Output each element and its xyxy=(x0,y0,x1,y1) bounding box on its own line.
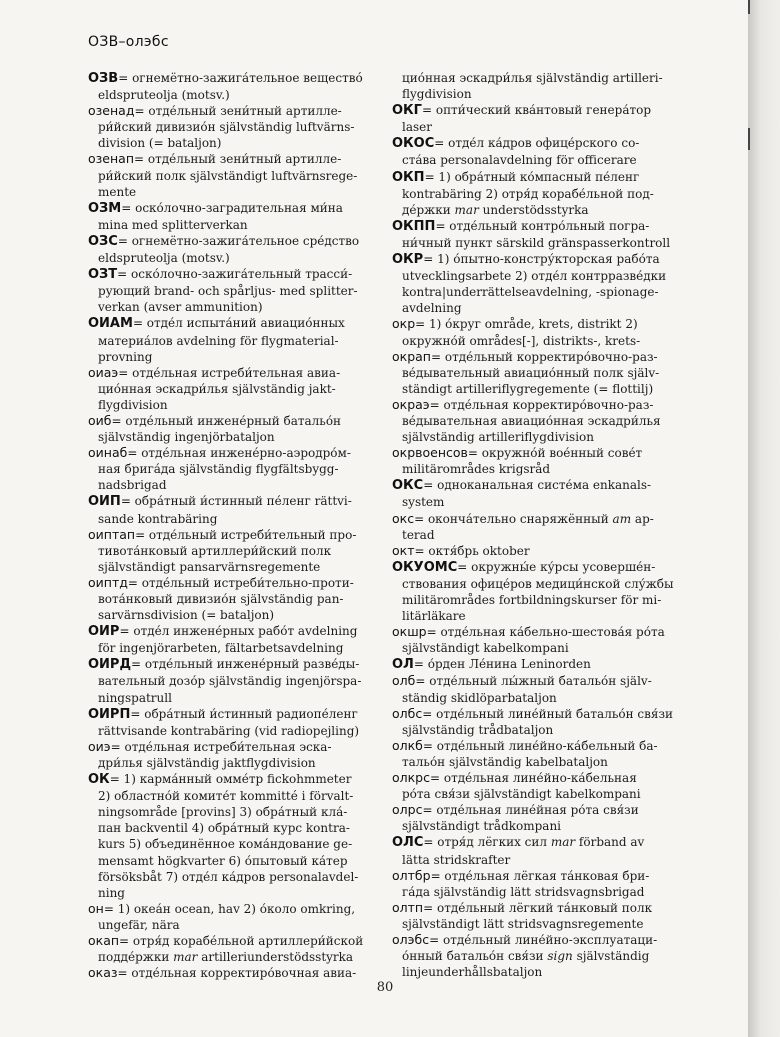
entry-line: ОК= 1) карма́нный омме́тр fickohmmeter xyxy=(88,772,352,788)
entry-headword: олкб xyxy=(392,737,423,753)
entry-line: ОКПП= отде́льный контро́льный погра- xyxy=(392,218,650,234)
entry-headword: окап xyxy=(88,932,120,948)
entry-line: försöksbåt 7) отде́л ка́дров personalavdel- xyxy=(98,869,359,884)
entry-line: ОИРП= обра́тный и́стинный радиопе́ленг xyxy=(88,706,358,722)
entry-headword: ОК xyxy=(88,772,110,788)
entry-line: rättvisande kontrabäring (vid radiopejling) xyxy=(98,723,360,738)
entry-line: terad xyxy=(402,527,435,542)
entry-headword: ОКОС xyxy=(392,136,435,152)
entry-line: олэбс= отде́льный лине́йно-эксплуатаци- xyxy=(392,931,658,947)
entry-line: он= 1) океа́н ocean, hav 2) о́коло omkring, xyxy=(88,900,356,916)
entry-line: ве́дывательная авиацио́нная эскадри́лья xyxy=(402,413,661,428)
dictionary-entry xyxy=(88,315,370,364)
entry-headword: ОЛС xyxy=(392,835,424,851)
entry-line: ОЗТ= оско́лочно-зажига́тельный трасси́- xyxy=(88,267,353,283)
entry-headword: ОКПП xyxy=(392,218,436,234)
entry-line: ри́йский полк självständigt luftvärnsrege- xyxy=(98,168,358,183)
entry-line: оказ= отде́льная корректиро́вочная авиа- xyxy=(88,965,357,981)
entry-line: ри́йский дивизио́н självständig luftvärns- xyxy=(98,120,355,135)
dictionary-entry xyxy=(392,706,682,738)
dictionary-entry xyxy=(88,445,370,493)
entry-line: окшр= отде́льная ка́бельно-шестова́я ро́та xyxy=(392,624,665,640)
dictionary-entry xyxy=(392,673,682,705)
entry-line: ständig skidlöparbataljon xyxy=(402,690,557,705)
entry-headword: олэбс xyxy=(392,931,430,947)
entry-line: självständig artilleriflygdivision xyxy=(402,430,594,445)
entry-headword: ОЗТ xyxy=(88,267,118,283)
entry-line: ная брига́да självständig flygfältsbygg- xyxy=(98,462,339,477)
dictionary-entry xyxy=(392,102,682,135)
entry-headword: озенап xyxy=(88,151,134,167)
entry-line: вота́нковый дивизио́н självständig pan- xyxy=(98,592,344,606)
entry-line: пан backventil 4) обра́тный курс kontra- xyxy=(98,821,350,836)
entry-line: ни́чный пункт särskild gränspasserkontroll xyxy=(402,235,671,250)
entry-line: avdelning xyxy=(402,301,462,316)
dictionary-entry xyxy=(88,706,370,739)
entry-line: олтбр= отде́льная лёгкая та́нковая бри- xyxy=(392,867,650,883)
entry-line: ОИР= отде́л инжене́рных рабо́т avdelning xyxy=(88,624,358,640)
dictionary-entry xyxy=(88,413,370,445)
entry-line: олб= отде́льный лы́жный батальо́н själv- xyxy=(392,673,652,689)
dictionary-entry xyxy=(88,266,370,315)
entry-line: озенад= отде́льный зени́тный артилле- xyxy=(88,103,342,119)
entry-line: för ingenjörarbeten, fältarbetsavdelning xyxy=(98,641,344,656)
entry-line: цио́нная эскадри́лья självständig jakt- xyxy=(98,381,336,396)
entry-headword: ОЗС xyxy=(88,233,118,249)
entry-line: ОЛС= отря́д лёгких сил mar förband av xyxy=(392,835,645,851)
entry-line: kurs 5) объединённое кома́ндование ge- xyxy=(98,837,353,852)
dictionary-entry xyxy=(392,70,682,102)
entry-line: оинаб= отде́льная инжене́рно-аэродро́м- xyxy=(88,445,351,461)
entry-line: ОЗМ= оско́лочно-заградительная ми́на xyxy=(88,200,343,216)
entry-headword: окр xyxy=(392,316,416,332)
entry-headword: окрвоенсов xyxy=(392,445,468,461)
entry-line: kontrabäring 2) отря́д корабе́льной под- xyxy=(402,186,654,201)
entry-line: тальо́н självständig kabelbataljon xyxy=(402,754,608,769)
next-page-edge xyxy=(748,0,780,1037)
page-number: 80 xyxy=(376,980,394,995)
dictionary-entry xyxy=(88,623,370,656)
entry-line: ОИАМ= отде́л испыта́ний авиацио́нных xyxy=(88,316,345,332)
entry-line: nadsbrigad xyxy=(98,478,167,493)
entry-line: ОЗВ= огнемётно-зажига́тельное веществó xyxy=(88,71,363,86)
dictionary-entry xyxy=(392,169,682,218)
entry-line: озенап= отде́льный зени́тный артилле- xyxy=(88,151,342,167)
dictionary-entry xyxy=(392,770,682,802)
entry-line: flygdivision xyxy=(402,87,472,102)
dictionary-entry xyxy=(88,70,370,103)
entry-line: окт= октя́брь oktober xyxy=(392,542,530,558)
entry-line: självständig ingenjörbataljon xyxy=(98,430,275,445)
entry-headword: ОКП xyxy=(392,169,425,185)
right-column xyxy=(392,70,682,980)
entry-headword: оиэ xyxy=(88,738,111,754)
entry-line: тивота́нковый артиллери́йский полк xyxy=(98,543,332,558)
entry-line: sarvärnsdivision (= bataljon) xyxy=(98,608,275,623)
entry-headword: ОКР xyxy=(392,252,424,268)
entry-line: ОИП= обра́тный и́стинный пе́ленг rättvi- xyxy=(88,494,352,510)
dictionary-entry xyxy=(392,802,682,834)
entry-line: о́нный батальо́н свя́зи sign självständig xyxy=(402,949,650,964)
entry-line: окс= оконча́тельно снаряжённый am ap- xyxy=(392,510,654,526)
dictionary-entry xyxy=(392,511,682,543)
entry-headword: олбс xyxy=(392,705,423,721)
entry-line: linjeunderhållsbataljon xyxy=(402,965,543,980)
entry-headword: он xyxy=(88,900,104,916)
dictionary-entry xyxy=(392,477,682,510)
entry-line: окр= 1) о́круг område, krets, distrikt 2) xyxy=(392,316,638,332)
entry-line: laser xyxy=(402,120,432,135)
entry-line: ста́ва personalavdelning för officerare xyxy=(402,153,637,168)
entry-line: га́да självständig lätt stridsvagnsbrigad xyxy=(402,884,645,899)
entry-headword: олб xyxy=(392,673,416,689)
entry-line: utvecklingsarbete 2) отде́л контрразве́дки xyxy=(402,269,667,284)
entry-line: mensamt högkvarter 6) о́пытовый ка́тер xyxy=(98,853,348,868)
dictionary-entry xyxy=(88,365,370,413)
dictionary-entry xyxy=(392,656,682,673)
entry-headword: олкрс xyxy=(392,770,430,786)
entry-headword: оиптап xyxy=(88,526,136,542)
edge-mark xyxy=(748,0,750,14)
dictionary-entry xyxy=(88,151,370,199)
entry-headword: олтбр xyxy=(392,867,431,883)
entry-line: flygdivision xyxy=(98,397,168,412)
entry-line: ОКУОМС= окружны́е ку́рсы усоверше́н- xyxy=(392,559,656,575)
dictionary-entry xyxy=(392,251,682,316)
dictionary-entry xyxy=(88,933,370,965)
entry-headword: оказ xyxy=(88,965,118,981)
entry-line: mina med splitterverkan xyxy=(98,217,248,232)
dictionary-entry xyxy=(392,349,682,397)
dictionary-entry xyxy=(392,135,682,168)
dictionary-entry xyxy=(392,559,682,624)
entry-headword: оиптд xyxy=(88,574,128,590)
entry-line: självständigt pansarvärnsregemente xyxy=(98,559,321,574)
left-column xyxy=(88,70,370,981)
entry-headword: окс xyxy=(392,510,415,526)
entry-line: подде́ржки mar artilleriunderstödsstyrka xyxy=(98,950,354,965)
entry-line: олкб= отде́льный лине́йно-ка́бельный ба- xyxy=(392,737,658,753)
entry-line: ОКГ= опти́ческий ква́нтовый генера́тор xyxy=(392,103,652,119)
dictionary-entry xyxy=(392,624,682,656)
entry-line: eldspruteolja (motsv.) xyxy=(98,251,230,266)
dictionary-entry xyxy=(392,932,682,980)
dictionary-entry xyxy=(88,739,370,771)
entry-line: självständigt trådkompani xyxy=(402,819,562,834)
entry-line: оиптап= отде́льный истреби́тельный про- xyxy=(88,526,357,542)
entry-line: litärläkare xyxy=(402,609,466,624)
dictionary-entry xyxy=(88,103,370,151)
running-header: ОЗВ–олэбс xyxy=(88,34,169,50)
entry-line: олрс= отде́льная лине́йная ро́та свя́зи xyxy=(392,802,639,818)
entry-line: оиптд= отде́льный истреби́тельно-проти- xyxy=(88,574,354,590)
entry-line: ОЗС= огнемётно-зажига́тельное сре́дство xyxy=(88,233,360,249)
dictionary-entry xyxy=(88,575,370,623)
entry-line: цио́нная эскадри́лья självständig artilleri- xyxy=(402,71,663,85)
entry-line: verkan (avser ammunition) xyxy=(98,300,263,315)
entry-line: division (= bataljon) xyxy=(98,136,222,151)
dictionary-entry xyxy=(392,316,682,348)
entry-headword: оиб xyxy=(88,412,112,428)
entry-line: ве́дывательный авиацио́нный полк själv- xyxy=(402,365,660,380)
entry-line: окружно́й områdes[-], distrikts-, krets- xyxy=(402,333,641,348)
entry-line: självständig trådbataljon xyxy=(402,722,554,737)
entry-headword: ОКУОМС xyxy=(392,559,458,575)
entry-headword: озенад xyxy=(88,103,135,119)
entry-headword: ОИП xyxy=(88,494,121,510)
entry-line: дри́лья självständig jaktflygdivision xyxy=(98,755,316,770)
entry-line: ОКС= одноканальная систе́ма enkanals- xyxy=(392,478,652,494)
entry-headword: окраэ xyxy=(392,396,430,412)
entry-line: рующий brand- och spårljus- med splitter- xyxy=(98,284,358,299)
entry-headword: ОИРД xyxy=(88,657,132,673)
entry-line: självständigt kabelkompani xyxy=(402,641,569,656)
entry-line: ning xyxy=(98,885,125,900)
dictionary-entry xyxy=(392,218,682,251)
entry-line: mente xyxy=(98,184,137,199)
entry-line: kontra|underrättelseavdelning, -spionage- xyxy=(402,285,659,300)
dictionary-entry xyxy=(392,445,682,477)
entry-line: ungefär, nära xyxy=(98,917,180,932)
entry-line: system xyxy=(402,495,445,510)
entry-line: оиаэ= отде́льная истреби́тельная авиа- xyxy=(88,364,341,380)
entry-line: ОИРД= отде́льный инжене́рный разве́ды- xyxy=(88,657,360,673)
entry-headword: окрап xyxy=(392,348,431,364)
entry-line: sande kontrabäring xyxy=(98,511,218,526)
dictionary-entry xyxy=(88,965,370,981)
entry-headword: ОИАМ xyxy=(88,316,133,332)
entry-line: ОКР= 1) о́пытно-констру́кторская рабо́та xyxy=(392,252,660,268)
entry-line: ständigt artilleriflygregemente (= flottilj) xyxy=(402,381,654,396)
dictionary-entry xyxy=(392,397,682,445)
entry-line: вательный дозо́р självständig ingenjörspa- xyxy=(98,674,362,689)
entry-headword: окшр xyxy=(392,624,427,640)
entry-headword: ОЗМ xyxy=(88,200,122,216)
entry-line: олкрс= отде́льная лине́йно-ка́бельная xyxy=(392,770,637,786)
entry-line: окраэ= отде́льная корректиро́вочно-раз- xyxy=(392,396,654,412)
entry-line: eldspruteolja (motsv.) xyxy=(98,88,230,103)
entry-line: окап= отря́д корабе́льной артиллери́йской xyxy=(88,932,364,948)
entry-line: ствования офице́ров медици́нской слу́жбы xyxy=(402,576,674,591)
dictionary-entry xyxy=(88,200,370,233)
dictionary-entry xyxy=(88,233,370,266)
dictionary-entry xyxy=(392,900,682,932)
entry-line: оиб= отде́льный инжене́рный батальо́н xyxy=(88,412,342,428)
entry-headword: оиаэ xyxy=(88,364,119,380)
entry-line: provning xyxy=(98,349,153,364)
entry-line: ро́та свя́зи självständigt kabelkompani xyxy=(402,787,641,802)
entry-headword: ОЛ xyxy=(392,657,414,673)
dictionary-entry xyxy=(88,901,370,933)
entry-line: självständigt lätt stridsvagnsregemente xyxy=(402,916,644,931)
entry-headword: ОКС xyxy=(392,478,424,494)
entry-line: окрвоенсов= окружно́й вое́нный сове́т xyxy=(392,445,643,461)
dictionary-entry xyxy=(392,543,682,559)
entry-line: ОКП= 1) обра́тный ко́мпасный пе́ленг xyxy=(392,169,640,185)
entry-headword: окт xyxy=(392,542,415,558)
entry-line: 2) областно́й комите́т kommitté i förvalt- xyxy=(98,789,354,804)
entry-line: militärområdes fortbildningskurser för mi- xyxy=(402,593,662,607)
entry-line: ОЛ= о́рден Ле́нина Leninorden xyxy=(392,657,591,673)
entry-headword: оинаб xyxy=(88,445,128,461)
dictionary-entry xyxy=(88,493,370,526)
dictionary-entry xyxy=(88,771,370,901)
entry-line: ningsområde [provins] 3) обра́тный кла́- xyxy=(98,805,348,820)
entry-line: ОКОС= отде́л ка́дров офице́рского со- xyxy=(392,136,640,152)
entry-headword: ОЗВ xyxy=(88,71,119,86)
entry-line: де́ржки mar understödsstyrka xyxy=(402,202,589,217)
edge-mark xyxy=(748,128,750,150)
entry-headword: олтп xyxy=(392,899,424,915)
entry-line: олбс= отде́льный лине́йный батальо́н свя́зи xyxy=(392,705,673,721)
entry-line: ningspatrull xyxy=(98,690,172,705)
entry-line: оиэ= отде́льная истреби́тельная эска- xyxy=(88,738,332,754)
entry-headword: ОИРП xyxy=(88,706,131,722)
dictionary-entry xyxy=(88,656,370,705)
dictionary-entry xyxy=(392,868,682,900)
dictionary-entry xyxy=(392,834,682,867)
entry-line: олтп= отде́льный лёгкий та́нковый полк xyxy=(392,899,653,915)
entry-headword: ОКГ xyxy=(392,103,422,119)
dictionary-entry xyxy=(392,738,682,770)
entry-line: материа́лов avdelning för flygmaterial- xyxy=(98,333,339,348)
entry-headword: олрс xyxy=(392,802,423,818)
dictionary-entry xyxy=(88,527,370,575)
entry-line: окрап= отде́льный корректиро́вочно-раз- xyxy=(392,348,658,364)
entry-line: lätta stridskrafter xyxy=(402,852,511,867)
entry-headword: ОИР xyxy=(88,624,120,640)
entry-line: militärområdes krigsråd xyxy=(402,462,551,477)
